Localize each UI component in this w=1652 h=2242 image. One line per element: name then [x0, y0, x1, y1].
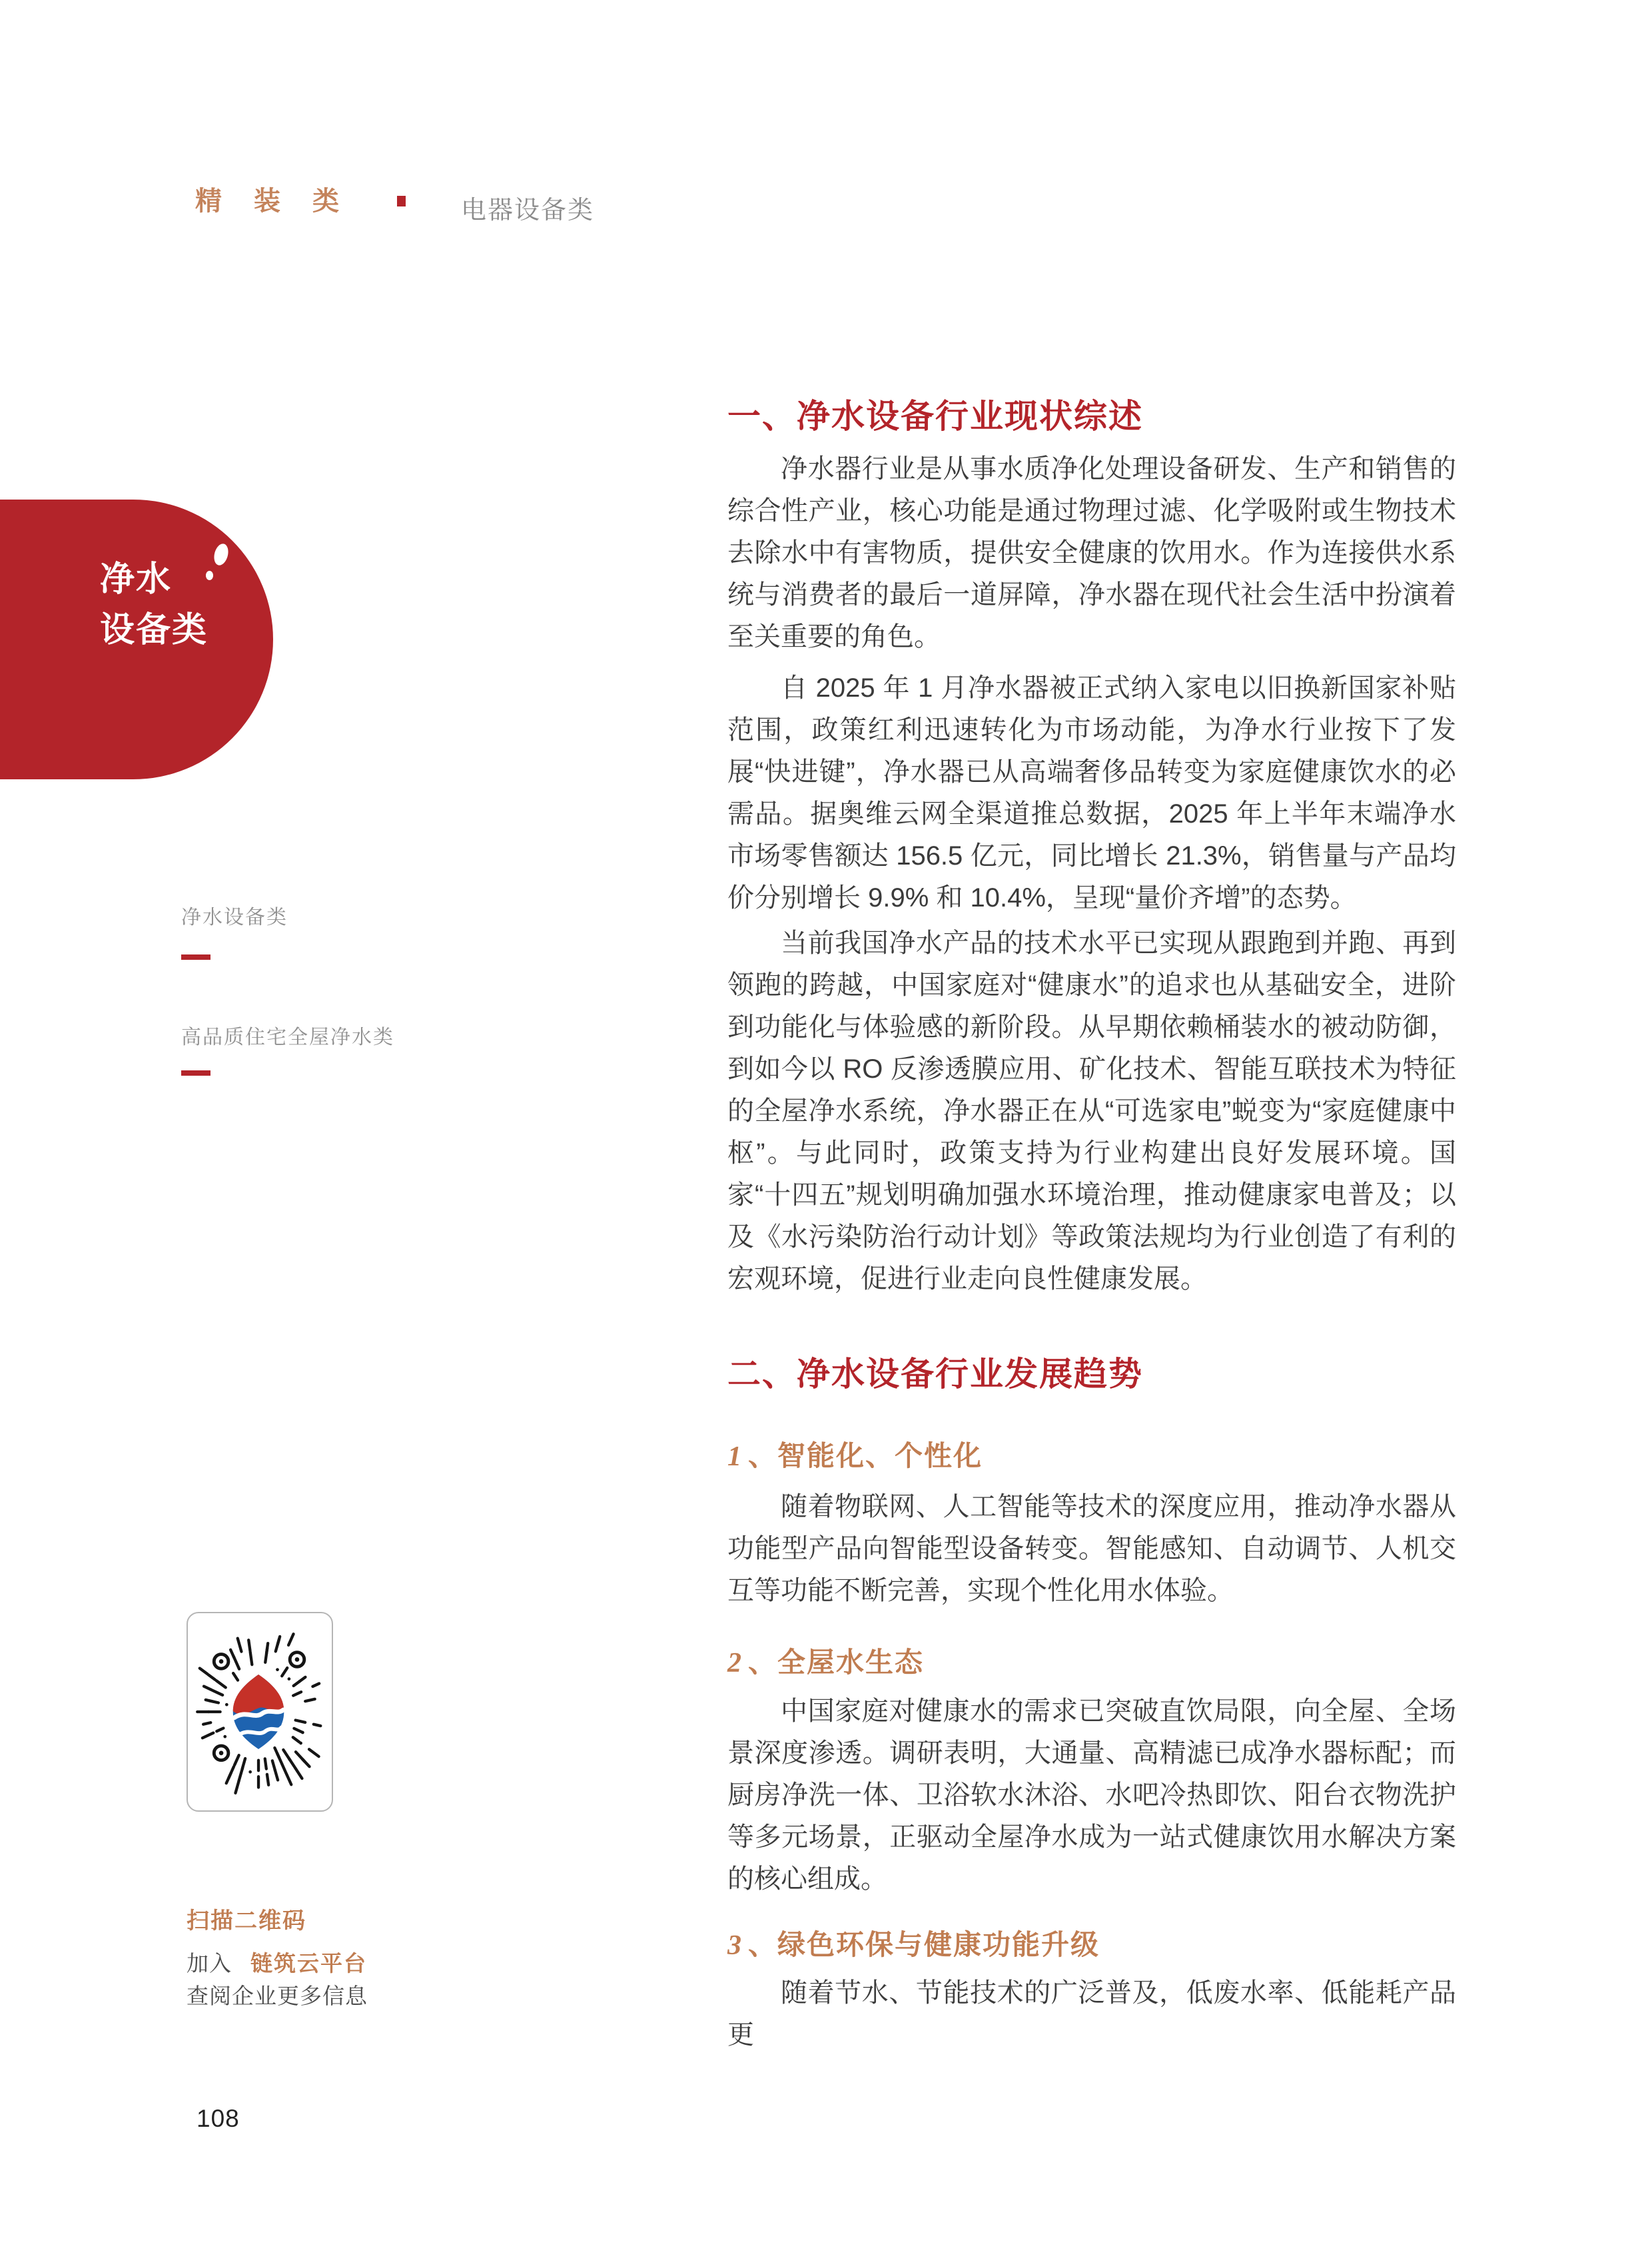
trend1-heading: 1 、智能化、个性化: [727, 1440, 983, 1472]
section1-paragraph-1: 净水器行业是从事水质净化处理设备研发、生产和销售的综合性产业，核心功能是通过物理过滤、化学吸附或生物技术去除水中有害物质，提供安全健康的饮用水。作为连接供水系统与消费者的最后一道屏障，净水器在现代社会生活中扮演着至关重要的角色。: [727, 454, 1456, 651]
qr-caption-title: 扫描二维码: [187, 1908, 306, 1934]
category-separator-square: [397, 196, 406, 206]
chapter-banner-title: 净水 设备类: [100, 560, 208, 649]
section2-title: 二、净水设备行业发展趋势: [727, 1355, 1143, 1393]
qr-code: [188, 1613, 332, 1810]
qr-code-card: [187, 1612, 333, 1812]
banner-decor-dot-small: [206, 571, 213, 580]
trend2-heading: 2 、全屋水生态: [727, 1647, 925, 1679]
page-category: 精装类: [195, 187, 371, 216]
trend3-paragraph: 随着节水、节能技术的广泛普及，低废水率、低能耗产品更: [727, 1978, 1456, 2050]
section1-title: 一、净水设备行业现状综述: [727, 398, 1143, 435]
sidebar-divider-dash: [181, 954, 210, 960]
section1-paragraph-2: 自 2025 年 1 月净水器被正式纳入家电以旧换新国家补贴范围，政策红利迅速转化为市场动能，为净水行业按下了发展“快进键”，净水器已从高端奢侈品转变为家庭健康饮水的必需品。据奥维云网全渠道推总数据，2025 年上半年末端净水市场零售额达 156.5 亿元，同比增长 21.3%，销售量与产品均价分别增长 9.9% 和 10.4%，呈现“量价齐增”的态势。: [727, 673, 1456, 913]
sidebar-divider-dash: [181, 1070, 210, 1076]
qr-caption-join: 加入: [187, 1951, 232, 1976]
platform-name: 链筑云平台: [250, 1951, 367, 1976]
qr-caption-info: 查阅企业更多信息: [187, 1984, 368, 2008]
sidebar-item-water-purification: 净水设备类: [181, 907, 288, 929]
trend3-heading: 3 、绿色环保与健康功能升级: [727, 1929, 1100, 1961]
platform-logo: [233, 1675, 284, 1749]
section1-paragraph-3: 当前我国净水产品的技术水平已实现从跟跑到并跑、再到领跑的跨越，中国家庭对“健康水”的追求也从基础安全，进阶到功能化与体验感的新阶段。从早期依赖桶装水的被动防御，到如今以 RO 反渗透膜应用、矿化技术、智能互联技术为特征的全屋净水系统，净水器正在从“可选家电”蜕变为“家庭健康中枢”。与此同时，政策支持为行业构建出良好发展环境。国家“十四五”规划明确加强水环境治理，推动健康家电普及；以及《水污染防治行动计划》等政策法规均为行业创造了有利的宏观环境，促进行业走向良性健康发展。: [727, 929, 1456, 1294]
trend2-paragraph: 中国家庭对健康水的需求已突破直饮局限，向全屋、全场景深度渗透。调研表明，大通量、高精滤已成净水器标配；而厨房净洗一体、卫浴软水沐浴、水吧冷热即饮、阳台衣物洗护等多元场景，正驱动全屋净水成为一站式健康饮用水解决方案的核心组成。: [727, 1696, 1456, 1894]
sidebar-item-whole-house: 高品质住宅全屋净水类: [181, 1026, 394, 1048]
page-number: 108: [197, 2105, 240, 2132]
trend1-paragraph: 随着物联网、人工智能等技术的深度应用，推动净水器从功能型产品向智能型设备转变。智能感知、自动调节、人机交互等功能不断完善，实现个性化用水体验。: [727, 1492, 1456, 1605]
qr-caption-join-line: [187, 1946, 367, 1978]
page-subcategory: 电器设备类: [461, 196, 595, 224]
